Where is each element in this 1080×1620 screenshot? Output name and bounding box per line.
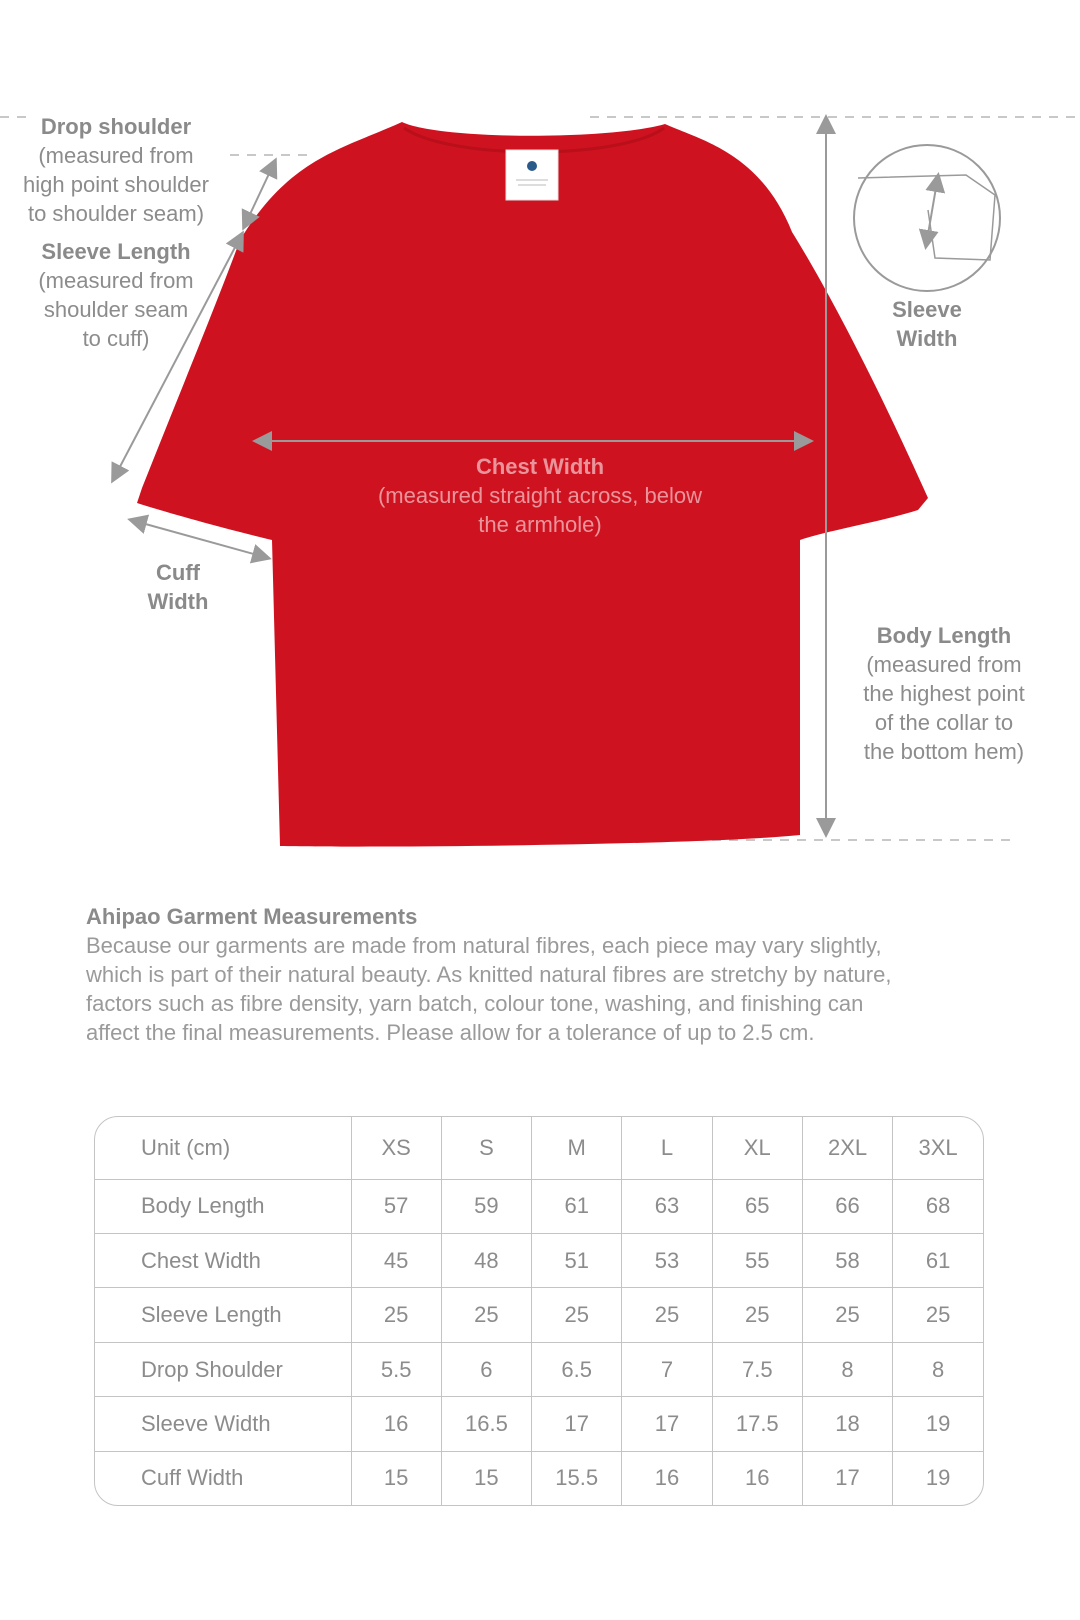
table-cell: 8 [802,1342,892,1396]
label-line: to cuff) [82,326,150,351]
table-cell: 65 [712,1179,802,1233]
cuff-width-label [118,558,238,616]
table-cell: 6 [441,1342,531,1396]
row-label: Sleeve Width [95,1397,351,1451]
table-cell: 45 [351,1233,441,1287]
label-line: shoulder seam [43,297,189,322]
table-cell: 55 [712,1233,802,1287]
label-line: (measured from [38,268,194,293]
table-cell: 25 [802,1288,892,1342]
table-row [95,1342,983,1396]
body-length-title: Body Length [876,623,1012,648]
table-cell: 16.5 [441,1397,531,1451]
table-cell: 63 [622,1179,712,1233]
table-cell: 7.5 [712,1342,802,1396]
sleeve-length-title: Sleeve Length [41,239,191,264]
note-line: factors such as fibre density, yarn batch, colour tone, washing, and finishing can [86,991,864,1016]
table-cell: 53 [622,1233,712,1287]
table-cell: 59 [441,1179,531,1233]
table-cell: 68 [893,1179,983,1233]
table-cell: 8 [893,1342,983,1396]
table-cell: 7 [622,1342,712,1396]
measurement-note [86,903,1016,1047]
unit-header: Unit (cm) [95,1117,351,1179]
label-line: the bottom hem) [863,739,1025,764]
label-line: the armhole) [478,512,602,537]
size-header: L [622,1117,712,1179]
table-cell: 16 [622,1451,712,1505]
brand-logo-icon [527,161,537,171]
table-cell: 18 [802,1397,892,1451]
row-label: Drop Shoulder [95,1342,351,1396]
table-cell: 16 [351,1397,441,1451]
size-table-container [94,1116,984,1506]
table-cell: 58 [802,1233,892,1287]
label-line: (measured straight across, below [377,483,703,508]
label-line: the highest point [863,681,1025,706]
chest-width-label [330,452,750,539]
table-row [95,1179,983,1233]
table-cell: 15.5 [532,1451,622,1505]
label-line: Sleeve [892,297,962,322]
row-label: Sleeve Length [95,1288,351,1342]
row-label: Body Length [95,1179,351,1233]
note-line: affect the final measurements. Please allow for a tolerance of up to 2.5 cm. [86,1020,815,1045]
body-length-label [836,621,1052,766]
label-line: Cuff [156,560,200,585]
chest-width-title: Chest Width [475,454,605,479]
table-cell: 15 [351,1451,441,1505]
size-header: 3XL [893,1117,983,1179]
table-cell: 25 [893,1288,983,1342]
table-row [95,1397,983,1451]
table-cell: 48 [441,1233,531,1287]
table-cell: 17.5 [712,1397,802,1451]
table-row [95,1451,983,1505]
table-cell: 17 [802,1451,892,1505]
label-line: high point shoulder [23,172,209,197]
neck-label [506,150,558,200]
drop-shoulder-label [10,112,222,228]
table-cell: 61 [532,1179,622,1233]
table-cell: 15 [441,1451,531,1505]
size-header: S [441,1117,531,1179]
drop-shoulder-title: Drop shoulder [40,114,192,139]
table-cell: 25 [441,1288,531,1342]
size-header: 2XL [802,1117,892,1179]
table-cell: 17 [532,1397,622,1451]
table-cell: 17 [622,1397,712,1451]
table-cell: 25 [622,1288,712,1342]
row-label: Cuff Width [95,1451,351,1505]
table-header-row [95,1117,983,1179]
sleeve-width-inset [854,145,1000,291]
label-line: Width [147,589,209,614]
label-line: (measured from [38,143,194,168]
size-header: XS [351,1117,441,1179]
table-cell: 19 [893,1397,983,1451]
table-cell: 5.5 [351,1342,441,1396]
table-cell: 25 [351,1288,441,1342]
table-cell: 25 [532,1288,622,1342]
table-cell: 16 [712,1451,802,1505]
label-line: to shoulder seam) [27,201,205,226]
sleeve-width-label [866,295,988,353]
label-line: Width [896,326,958,351]
table-cell: 66 [802,1179,892,1233]
label-line: (measured from [866,652,1022,677]
size-table [95,1117,983,1505]
size-header: XL [712,1117,802,1179]
row-label: Chest Width [95,1233,351,1287]
note-title: Ahipao Garment Measurements [86,904,418,929]
size-header: M [532,1117,622,1179]
table-cell: 19 [893,1451,983,1505]
table-cell: 6.5 [532,1342,622,1396]
table-cell: 51 [532,1233,622,1287]
table-row [95,1288,983,1342]
table-cell: 25 [712,1288,802,1342]
note-line: Because our garments are made from natural fibres, each piece may vary slightly, [86,933,882,958]
table-cell: 57 [351,1179,441,1233]
label-line: of the collar to [874,710,1014,735]
table-row [95,1233,983,1287]
note-line: which is part of their natural beauty. As knitted natural fibres are stretchy by nature, [86,962,892,987]
table-cell: 61 [893,1233,983,1287]
sleeve-length-label [10,237,222,353]
